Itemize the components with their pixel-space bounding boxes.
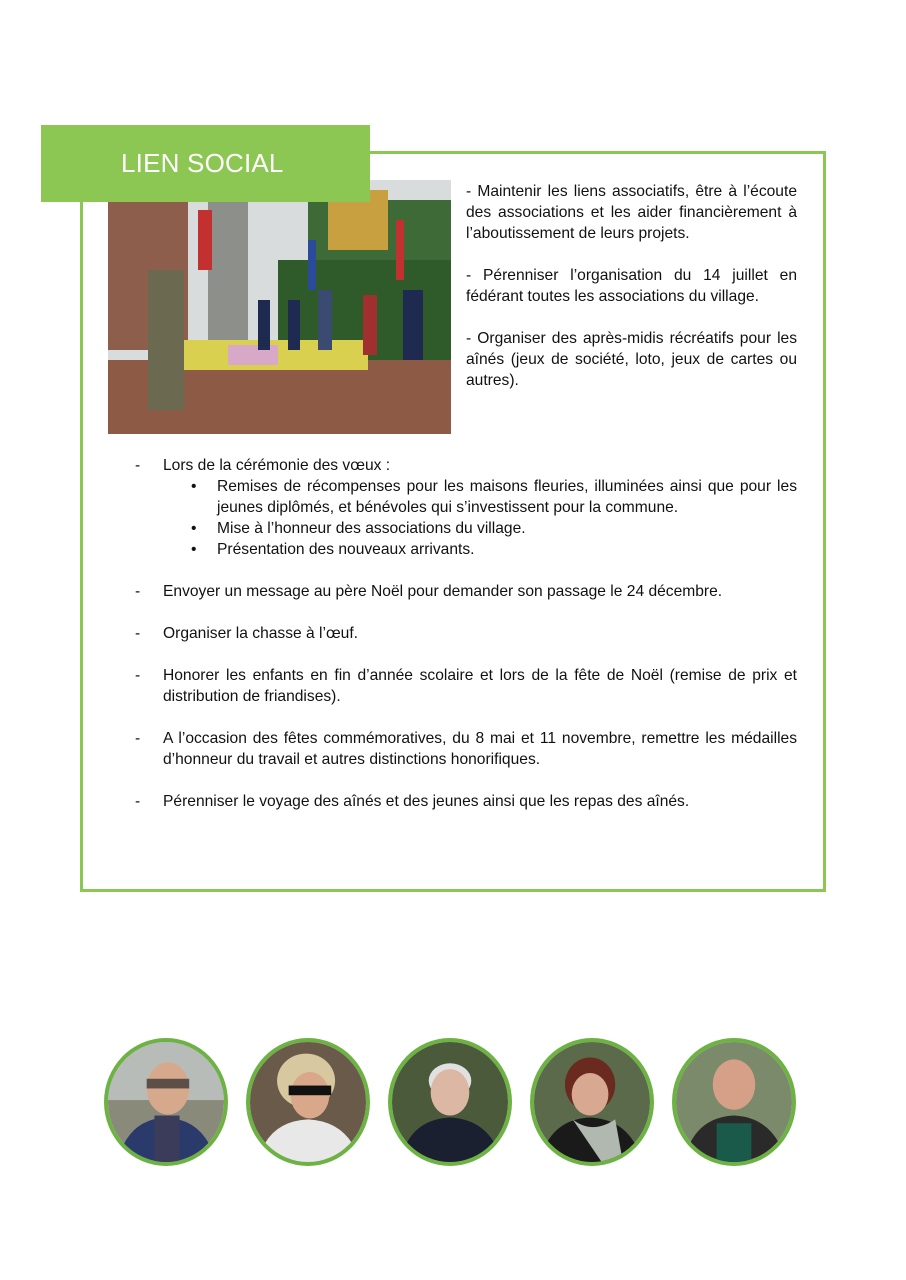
dash-marker: - — [135, 793, 141, 810]
dash-marker: - — [135, 457, 141, 474]
bullet-icon: • — [191, 541, 197, 558]
section-title-banner — [41, 125, 370, 202]
paragraph-apres-midis: - Organiser des après-midis récréatifs pour les aînés (jeux de société, loto, jeux de cartes ou autres). — [466, 330, 797, 389]
list-item-text: Envoyer un message au père Noël pour demander son passage le 24 décembre. — [163, 583, 723, 600]
ceremony-photo — [108, 180, 451, 434]
section-title: LIEN SOCIAL — [121, 148, 284, 178]
paragraph-14-juillet: - Pérenniser l’organisation du 14 juillet en fédérant toutes les associations du village. — [466, 267, 797, 305]
portrait-image — [250, 1042, 366, 1162]
bullet-icon: • — [191, 478, 197, 495]
sub-list-item — [163, 476, 797, 518]
ceremony-photo-image — [108, 180, 451, 434]
list-item — [135, 623, 797, 644]
dash-marker: - — [135, 583, 141, 600]
list-item-text: Lors de la cérémonie des vœux : — [163, 457, 391, 474]
sub-list-item — [163, 518, 797, 539]
sub-list-item-text: Remises de récompenses pour les maisons fleuries, illuminées ainsi que pour les jeunes diplômés, et bénévoles qui s’investissent pour la commune. — [217, 478, 797, 516]
bullet-icon: • — [191, 520, 197, 537]
portrait-image — [392, 1042, 508, 1162]
list-item — [135, 581, 797, 602]
dash-marker: - — [135, 667, 141, 684]
sub-list-item — [163, 539, 797, 560]
list-item-text: Pérenniser le voyage des aînés et des jeunes ainsi que les repas des aînés. — [163, 793, 690, 810]
list-item — [135, 791, 797, 812]
list-item — [135, 665, 797, 707]
list-item-text: A l’occasion des fêtes commémoratives, du 8 mai et 11 novembre, remettre les médailles d’honneur du travail et autres distinctions honorifiques. — [163, 730, 797, 768]
list-item — [135, 455, 797, 560]
portrait-image — [676, 1042, 792, 1162]
portrait-3 — [388, 1038, 512, 1166]
portrait-1 — [104, 1038, 228, 1166]
list-item-text: Honorer les enfants en fin d’année scolaire et lors de la fête de Noël (remise de prix et distribution de friandises). — [163, 667, 797, 705]
portrait-image — [534, 1042, 650, 1162]
action-list — [135, 455, 797, 833]
portrait-2 — [246, 1038, 370, 1166]
list-item — [135, 728, 797, 770]
portrait-4 — [530, 1038, 654, 1166]
sub-list-item-text: Présentation des nouveaux arrivants. — [217, 541, 475, 558]
paragraph-associations: - Maintenir les liens associatifs, être à l’écoute des associations et les aider financièrement à l’aboutissement de leurs projets. — [466, 183, 797, 242]
portrait-5 — [672, 1038, 796, 1166]
sub-list-item-text: Mise à l’honneur des associations du village. — [217, 520, 526, 537]
right-column-text — [466, 181, 797, 412]
list-item-text: Organiser la chasse à l’œuf. — [163, 625, 358, 642]
sub-list — [163, 476, 797, 560]
portrait-row — [104, 1038, 804, 1170]
portrait-image — [108, 1042, 224, 1162]
dash-marker: - — [135, 730, 141, 747]
dash-marker: - — [135, 625, 141, 642]
